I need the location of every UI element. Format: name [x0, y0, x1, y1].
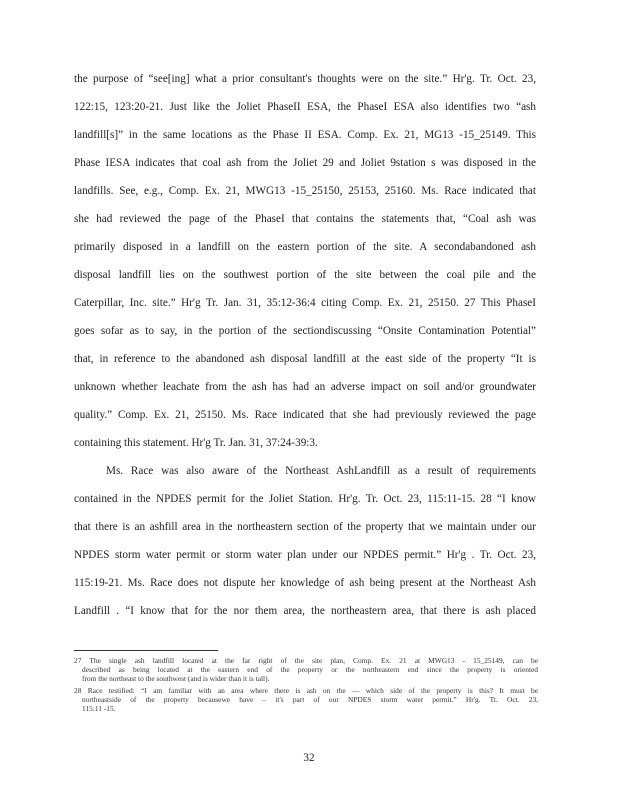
- body-line: she had reviewed the page of the PhaseI that contains the statements that, “Coal ash was: [74, 213, 536, 225]
- body-line: Phase IESA indicates that coal ash from the Joliet 29 and Joliet 9station s was disposed in the: [74, 157, 536, 169]
- body-line: landfill[s]” in the same locations as the Phase II ESA. Comp. Ex. 21, MG13 -15_25149. This: [74, 129, 536, 141]
- body-line: that, in reference to the abandoned ash disposal landfill at the east side of the property “It is: [74, 353, 536, 365]
- body-line: goes sofar as to say, in the portion of the sectiondiscussing “Onsite Contamination Potential”: [74, 325, 536, 337]
- body-line: 122:15, 123:20-21. Just like the Joliet PhaseII ESA, the PhaseI ESA also identifies two “ash: [74, 101, 536, 113]
- footnote-line: 28 Race testified: “I am familiar with an area where there is ash on the — which side of the property is this? It must be: [74, 686, 538, 695]
- body-line: primarily disposed in a landfill on the eastern portion of the site. A secondabandoned ash: [74, 241, 536, 253]
- body-line: quality.” Comp. Ex. 21, 25150. Ms. Race indicated that she had previously reviewed the page: [74, 409, 536, 421]
- body-line: Landfill . “I know that for the nor them area, the northeastern area, that there is ash placed: [74, 605, 536, 617]
- body-line: 115:19-21. Ms. Race does not dispute her knowledge of ash being present at the Northeast Ash: [74, 577, 536, 589]
- page-number: 32: [303, 752, 315, 764]
- body-line: landfills. See, e.g., Comp. Ex. 21, MWG13 -15_25150, 25153, 25160. Ms. Race indicated that: [74, 185, 536, 197]
- body-line: contained in the NPDES permit for the Joliet Station. Hr'g. Tr. Oct. 23, 115:11-15. 28 “I know: [74, 493, 536, 505]
- body-line: the purpose of “see[ing] what a prior consultant's thoughts were on the site.” Hr'g. Tr. Oct. 23,: [74, 73, 536, 85]
- body-line: NPDES storm water permit or storm water plan under our NPDES permit.” Hr'g . Tr. Oct. 23,: [74, 549, 536, 561]
- body-line: that there is an ashfill area in the northeastern section of the property that we maintain under our: [74, 521, 536, 533]
- footnote-separator: [74, 650, 218, 651]
- body-line: Ms. Race was also aware of the Northeast AshLandfill as a result of requirements: [106, 465, 536, 477]
- body-line: disposal landfill lies on the southwest portion of the site between the coal pile and the: [74, 269, 536, 281]
- footnote-line: northeastside of the property becausewe have – it's part of our NPDES storm water permit.” Hr'g. Tr. Oct. 23,: [82, 695, 538, 704]
- body-line: Caterpillar, Inc. site.” Hr'g Tr. Jan. 31, 35:12-36:4 citing Comp. Ex. 21, 25150. 27 This PhaseI: [74, 297, 536, 309]
- footnote-line: 27 The single ash landfill located at the far right of the site plan, Comp. Ex. 21 at MWG13 - 15_25149, can be: [74, 656, 538, 665]
- footnote-line: described as being located at the eastern end of the property or the northeastern end since the property is oriented: [82, 665, 538, 674]
- body-line: containing this statement. Hr'g Tr. Jan. 31, 37:24-39:3.: [74, 437, 318, 449]
- body-line: unknown whether leachate from the ash has had an adverse impact on soil and/or groundwater: [74, 381, 536, 393]
- footnote-line: from the northeast to the southwest (and is wider than it is tall).: [82, 674, 270, 683]
- footnote-line: 115:11 -15.: [82, 704, 116, 713]
